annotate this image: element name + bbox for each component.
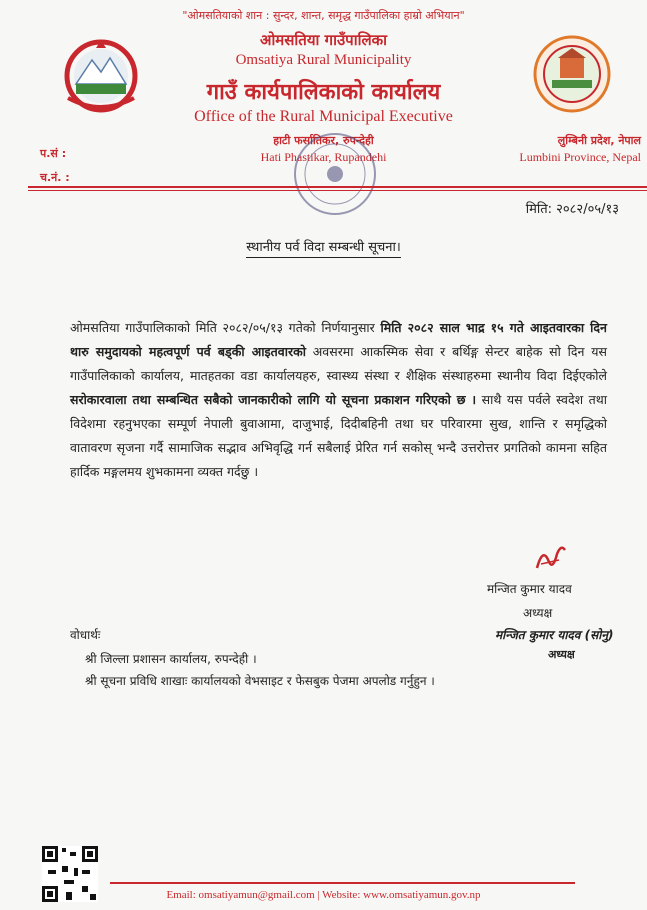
body-part-2: अवसरमा आकस्मिक सेवा र बर्थिङ्ग सेन्टर बाहेक सो दिन यस गाउँपालिकाको कार्यालय, मातहतका वडा कार्यालयहरु, स्वास्थ्य संस्था र शैक्षिक संस्थाहरुमा स्थानीय विदा दिईएकोले [70, 344, 607, 383]
cc-item: श्री जिल्ला प्रशासन कार्यालय, रुपन्देही । [85, 652, 257, 666]
notice-subject [0, 237, 647, 255]
signatory-name: मन्जित कुमार यादव [487, 582, 572, 596]
letter-date: मिति: २०८२/०५/१३ [525, 202, 619, 217]
signature-icon [533, 540, 569, 576]
signatory-title: अध्यक्ष [523, 606, 553, 620]
cc-item: श्री सूचना प्रविधि शाखाः कार्यालयको वेभसाइट र फेसबुक पेजमा अपलोड गर्नुहुन । [85, 674, 435, 688]
province-en: Lumbini Province, Nepal [519, 150, 641, 164]
municipality-name-en: Omsatiya Rural Municipality [235, 52, 412, 68]
office-name-np: गाउँ कार्यपालिकाको कार्यालय [206, 80, 441, 105]
body-bold-2: सरोकारवाला तथा सम्बन्धित सबैको जानकारीको लागि यो सूचना प्रकाशन गरिएको छ । [70, 392, 477, 407]
cc-heading: वोधार्थः [70, 628, 101, 642]
signatory-stamp-title: अध्यक्ष [548, 648, 575, 661]
slogan: "ओमसतियाको शान : सुन्दर, शान्त, समृद्ध गाउँपालिका हाम्रो अभियान" [182, 9, 465, 22]
footer-contact: Email: omsatiyamun@gmail.com | Website: www.omsatiyamun.gov.np [166, 889, 481, 901]
address-np: हाटी फर्सातिकर, रुपन्देही [273, 134, 374, 147]
dispatch-number-label: च.नं. : [40, 171, 70, 184]
reference-number-label: प.सं : [40, 147, 67, 160]
footer-divider [110, 882, 575, 884]
municipality-name-np: ओमसतिया गाउँपालिका [259, 31, 388, 49]
office-stamp-icon [285, 128, 385, 224]
body-part-3: साथै यस पर्वले स्वदेश तथा विदेशमा रहनुभएका सम्पूर्ण नेपाली बुवाआमा, दाजुभाई, दिदीबहिनी तथा घर परिवारमा सुख, शान्ति र समृद्धिको वातावरण सृजना गर्दै सामाजिक सद्भाव अभिवृद्धि गर्न सबैलाई प्रेरित गर्न सकोस् भन्दै उत्तरोत्तर प्रगतिको कामना सहित हार्दिक मङ्गलमय शुभकामना व्यक्त गर्दछु । [70, 392, 607, 479]
header-divider-thin [28, 190, 647, 191]
address-en: Hati Phastikar, Rupandehi [260, 150, 387, 164]
office-name-en: Office of the Rural Municipal Executive [194, 108, 453, 125]
subject-text: स्थानीय पर्व विदा सम्बन्धी सूचना। [246, 240, 401, 258]
header-divider [28, 186, 647, 188]
province-np: लुम्बिनी प्रदेश, नेपाल [557, 134, 641, 147]
body-part-1: ओमसतिया गाउँपालिकाको मिति २०८२/०५/१३ गतेको निर्णयानुसार [70, 320, 381, 335]
municipality-logo-icon [532, 34, 612, 114]
body-bold-1: मिति २०८२ साल भाद्र १५ गते आइतवारका दिन थारु समुदायको महत्वपूर्ण पर्व बड्की आइतवारको [70, 320, 607, 359]
notice-body [70, 316, 607, 484]
signatory-stamp-name: मन्जित कुमार यादव (सोनु) [495, 628, 614, 642]
